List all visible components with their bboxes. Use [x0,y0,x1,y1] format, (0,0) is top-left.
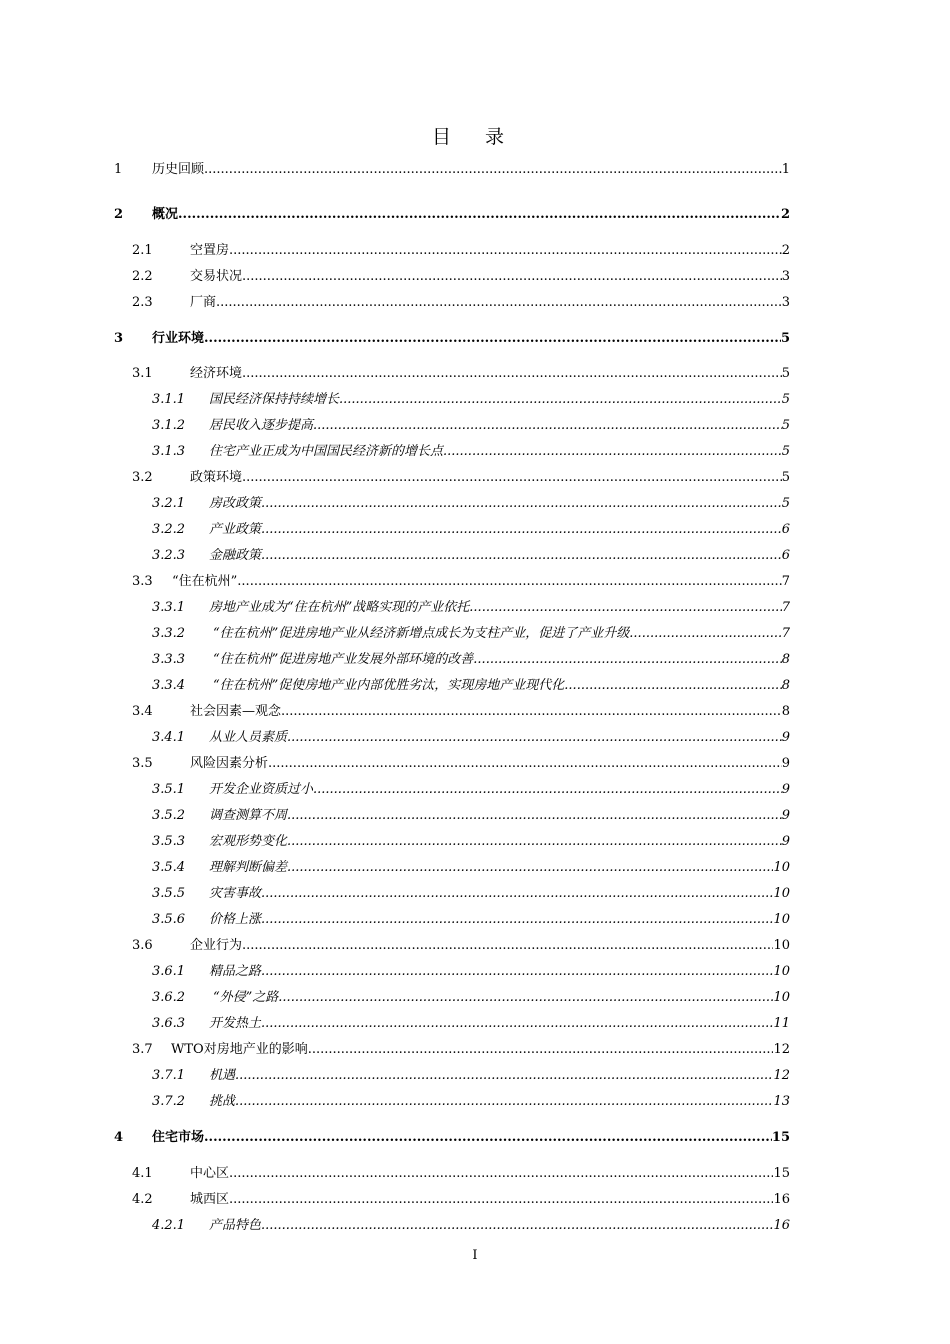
toc-entry-title: WTO对房地产业的影响 [171,1042,308,1057]
toc-entry-number: 3.4.1 [152,730,186,745]
toc-entry-page: 7 [781,574,790,589]
toc-entry-page: 5 [780,331,790,346]
toc-entry-page: 10 [773,964,790,979]
toc-entry[interactable] [0,1164,950,1184]
toc-entry-title: 经济环境 [190,366,243,381]
toc-entry-page: 9 [781,808,790,823]
toc-entry-number: 3.6.1 [152,964,186,979]
toc-entry-page: 5 [781,496,790,511]
toc-entry-number: 3.7.1 [152,1068,186,1083]
toc-entry-page: 6 [781,522,790,537]
toc-entry-page: 15 [773,1166,790,1181]
toc-entry[interactable] [0,884,950,904]
toc-entry-title: 宏观形势变化 [209,834,288,849]
toc-entry-page: 10 [773,990,790,1005]
toc-entry-number: 2 [114,207,124,222]
toc-entry[interactable] [0,494,950,514]
toc-entry[interactable] [0,468,950,488]
toc-entry-number: 2.1 [132,243,153,258]
dot-leader [443,442,782,462]
toc-entry-page: 1 [781,162,790,177]
toc-entry-page: 12 [773,1042,790,1057]
dot-leader [261,520,782,540]
toc-entry[interactable] [0,962,950,982]
toc-entry[interactable] [0,546,950,566]
dot-leader [261,1014,773,1034]
toc-entry-title: 开发企业资质过小 [209,782,314,797]
toc-entry-number: 3.6.2 [152,990,186,1005]
toc-entry-title: 城西区 [190,1192,230,1207]
toc-entry-number: 3 [114,331,124,346]
dot-leader [242,936,773,956]
toc-entry-title: 理解判断偏差 [209,860,288,875]
toc-entry-page: 16 [773,1218,790,1233]
toc-entry-number: 3.2.1 [152,496,186,511]
dot-leader [204,329,781,349]
toc-entry[interactable] [0,780,950,800]
toc-entry[interactable] [0,329,950,349]
toc-entry-page: 13 [773,1094,790,1109]
toc-entry-page: 9 [781,834,790,849]
dot-leader [229,1164,773,1184]
toc-entry-title: 产品特色 [209,1218,262,1233]
toc-entry-number: 3.5.5 [152,886,186,901]
toc-entry-number: 3.2.2 [152,522,186,537]
toc-entry-page: 6 [781,548,790,563]
toc-entry-number: 3.1.1 [152,392,186,407]
toc-entry[interactable] [0,1014,950,1034]
toc-entry-title: 价格上涨 [209,912,262,927]
toc-entry-number: 3.6.3 [152,1016,186,1031]
dot-leader [261,884,773,904]
toc-entry-number: 3.7 [132,1042,153,1057]
toc-entry[interactable] [0,650,950,670]
dot-leader [242,267,782,287]
dot-leader [235,1066,773,1086]
toc-entry-title: 开发热土 [209,1016,262,1031]
toc-entry[interactable] [0,702,950,722]
toc-entry-title: 产业政策 [209,522,262,537]
toc-entry-page: 2 [781,243,790,258]
toc-entry-title: 交易状况 [190,269,243,284]
toc-entry-title: 国民经济保持持续增长 [209,392,340,407]
toc-entry-title: 住宅市场 [152,1130,205,1145]
toc-entry-title: 中心区 [190,1166,230,1181]
dot-leader [287,832,782,852]
toc-entry-number: 3.5 [132,756,153,771]
toc-entry-title: 社会因素—观念 [190,704,282,719]
toc-entry-page: 3 [781,295,790,310]
dot-leader [229,241,782,261]
toc-entry[interactable] [0,936,950,956]
toc-entry-title: 金融政策 [209,548,262,563]
dot-leader [204,1128,772,1148]
toc-entry-number: 3.1.2 [152,418,186,433]
toc-entry-page: 8 [781,704,790,719]
toc-entry-page: 9 [781,782,790,797]
toc-entry-page: 5 [781,418,790,433]
toc-entry[interactable] [0,390,950,410]
toc-entry-page: 3 [781,269,790,284]
toc-entry-number: 3.4 [132,704,153,719]
dot-leader [281,702,782,722]
toc-entry-page: 2 [780,207,790,222]
toc-entry-title: 政策环境 [190,470,243,485]
toc-entry-number: 3.5.2 [152,808,186,823]
toc-entry[interactable] [0,572,950,592]
dot-leader [564,676,781,696]
toc-entry-page: 9 [781,756,790,771]
toc-entry[interactable] [0,624,950,644]
dot-leader [287,806,782,826]
toc-entry-number: 2.2 [132,269,153,284]
dot-leader [261,1216,773,1236]
toc-entry-title: 行业环境 [152,331,205,346]
dot-leader [242,364,782,384]
dot-leader [473,650,781,670]
dot-leader [261,546,782,566]
dot-leader [261,494,782,514]
toc-entry-number: 3.5.6 [152,912,186,927]
toc-entry[interactable] [0,754,950,774]
toc-entry-number: 3.3.1 [152,600,186,615]
dot-leader [216,293,782,313]
toc-entry[interactable] [0,241,950,261]
dot-leader [229,1190,773,1210]
toc-entry-page: 5 [781,366,790,381]
toc-entry-page: 11 [773,1016,790,1031]
toc-entry-number: 3.7.2 [152,1094,186,1109]
toc-entry-title: 概况 [152,207,179,222]
toc-entry-page: 15 [771,1130,790,1145]
toc-entry-page: 10 [773,860,790,875]
dot-leader [313,780,782,800]
dot-leader [308,1040,774,1060]
toc-entry[interactable] [0,1040,950,1060]
toc-entry-page: 5 [781,392,790,407]
toc-entry-page: 7 [781,626,790,641]
dot-leader [469,598,781,618]
toc-entry-number: 3.1 [132,366,153,381]
toc-entry-number: 3.3.2 [152,626,186,641]
toc-entry[interactable] [0,160,950,180]
toc-entry-title: 挑战 [209,1094,236,1109]
toc-entry[interactable] [0,442,950,462]
toc-entry-title: “住在杭州”促进房地产业发展外部环境的改善 [213,652,474,667]
toc-entry-title: 精品之路 [209,964,262,979]
toc-entry-number: 4.2 [132,1192,153,1207]
toc-entry-page: 8 [781,678,790,693]
toc-entry[interactable] [0,1092,950,1112]
dot-leader [339,390,782,410]
toc-entry[interactable] [0,267,950,287]
toc-entry[interactable] [0,1190,950,1210]
toc-entry[interactable] [0,293,950,313]
toc-entry[interactable] [0,1216,950,1236]
toc-entry-number: 3.5.1 [152,782,186,797]
toc-entry-title: 风险因素分析 [190,756,269,771]
toc-entry-number: 3.3 [132,574,153,589]
toc-entry-number: 3.5.4 [152,860,186,875]
toc-entry-number: 3.5.3 [152,834,186,849]
toc-entry[interactable] [0,205,950,225]
toc-entry-number: 1 [114,162,123,177]
toc-entry-number: 3.3.3 [152,652,186,667]
dot-leader [268,754,782,774]
dot-leader [237,572,781,592]
toc-entry-page: 5 [781,470,790,485]
toc-entry[interactable] [0,416,950,436]
dot-leader [629,624,781,644]
toc-entry-page: 10 [773,912,790,927]
dot-leader [261,910,773,930]
toc-entry-number: 3.3.4 [152,678,186,693]
toc-entry-title: 企业行为 [190,938,243,953]
toc-entry-title: 调查测算不周 [209,808,288,823]
toc-entry[interactable] [0,728,950,748]
toc-entry[interactable] [0,988,950,1008]
toc-entry-page: 16 [773,1192,790,1207]
toc-entry-title: 房地产业成为“住在杭州”战略实现的产业依托 [209,600,470,615]
toc-entry-title: 住宅产业正成为中国国民经济新的增长点 [209,444,444,459]
dot-leader [204,160,782,180]
dot-leader [278,988,773,1008]
dot-leader [261,962,773,982]
toc-entry-title: “住在杭州”促使房地产业内部优胜劣汰，实现房地产业现代化 [213,678,565,693]
page-number: I [472,1248,478,1263]
toc-entry-number: 4.1 [132,1166,153,1181]
toc-entry-page: 12 [773,1068,790,1083]
toc-entry[interactable] [0,364,950,384]
toc-entry-number: 4 [114,1130,124,1145]
toc-entry-page: 5 [781,444,790,459]
toc-entry[interactable] [0,520,950,540]
toc-entry-title: 历史回顾 [152,162,205,177]
toc-entry-title: 空置房 [190,243,230,258]
toc-entry-number: 3.6 [132,938,153,953]
toc-entry-page: 10 [773,886,790,901]
toc-entry[interactable] [0,1128,950,1148]
toc-entry-number: 3.2.3 [152,548,186,563]
toc-entry-number: 3.2 [132,470,153,485]
dot-leader [287,728,782,748]
toc-entry-page: 7 [781,600,790,615]
toc-entry[interactable] [0,598,950,618]
toc-entry-title: 厂商 [190,295,217,310]
toc-entry-title: “外侵”之路 [213,990,279,1005]
toc-entry-title: 居民收入逐步提高 [209,418,314,433]
dot-leader [178,205,781,225]
dot-leader [313,416,782,436]
toc-entry-title: 灾害事故 [209,886,262,901]
dot-leader [235,1092,773,1112]
dot-leader [242,468,782,488]
toc-entry[interactable] [0,832,950,852]
toc-entry[interactable] [0,1066,950,1086]
toc-entry-page: 9 [781,730,790,745]
toc-entry-number: 2.3 [132,295,153,310]
toc-entry[interactable] [0,910,950,930]
toc-entry-title: “住在杭州” [172,574,238,589]
toc-entry[interactable] [0,858,950,878]
toc-entry[interactable] [0,676,950,696]
toc-entry-page: 10 [773,938,790,953]
toc-entry-page: 8 [781,652,790,667]
toc-entry-title: 机遇 [209,1068,236,1083]
dot-leader [287,858,773,878]
toc-entry-number: 3.1.3 [152,444,186,459]
toc-entry-title: 房改政策 [209,496,262,511]
toc-entry-number: 4.2.1 [152,1218,186,1233]
toc-entry-title: “住在杭州”促进房地产业从经济新增点成长为支柱产业，促进了产业升级 [213,626,630,641]
toc-title: 目 录 [431,126,519,148]
toc-entry-title: 从业人员素质 [209,730,288,745]
toc-entry[interactable] [0,806,950,826]
